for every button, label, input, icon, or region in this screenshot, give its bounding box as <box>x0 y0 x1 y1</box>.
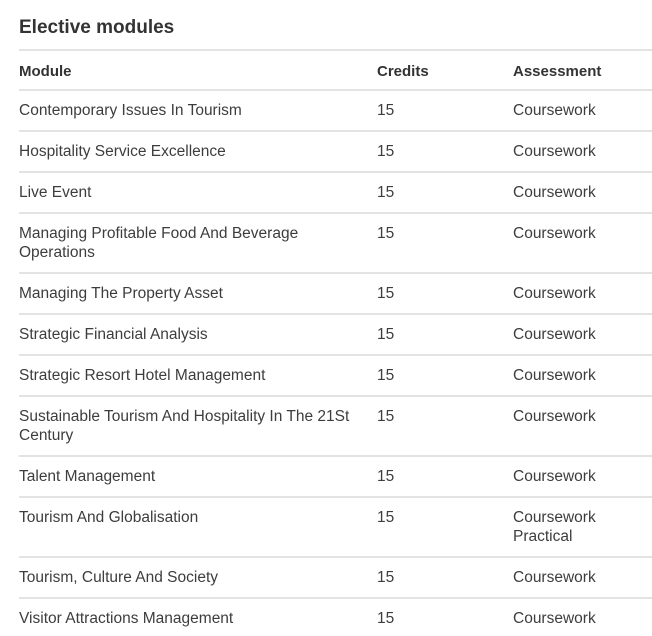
assessment-method: Coursework <box>513 569 596 586</box>
cell-assessment <box>513 497 652 557</box>
cell-module: Contemporary Issues In Tourism <box>19 90 377 131</box>
cell-credits: 15 <box>377 355 513 396</box>
assessment-method: Coursework <box>513 326 596 343</box>
cell-module: Managing The Property Asset <box>19 273 377 314</box>
cell-credits: 15 <box>377 598 513 634</box>
cell-assessment <box>513 456 652 497</box>
assessment-method: Coursework <box>513 610 596 627</box>
assessment-method: Coursework <box>513 143 596 160</box>
assessment-method: Coursework <box>513 184 596 201</box>
cell-module: Talent Management <box>19 456 377 497</box>
cell-module: Visitor Attractions Management <box>19 598 377 634</box>
cell-module: Live Event <box>19 172 377 213</box>
table-row <box>19 273 652 314</box>
assessment-method: Coursework <box>513 102 596 119</box>
cell-assessment <box>513 90 652 131</box>
header-assessment: Assessment <box>513 50 652 90</box>
assessment-method: Coursework <box>513 367 596 384</box>
cell-assessment <box>513 355 652 396</box>
table-row <box>19 557 652 598</box>
cell-credits: 15 <box>377 456 513 497</box>
cell-credits: 15 <box>377 273 513 314</box>
assessment-method: Coursework <box>513 225 596 242</box>
cell-assessment <box>513 273 652 314</box>
cell-assessment <box>513 172 652 213</box>
table-row <box>19 355 652 396</box>
cell-credits: 15 <box>377 497 513 557</box>
cell-assessment <box>513 598 652 634</box>
header-module: Module <box>19 50 377 90</box>
cell-module: Managing Profitable Food And Beverage Operations <box>19 213 377 273</box>
assessment-method: Practical <box>513 528 573 545</box>
cell-assessment <box>513 131 652 172</box>
assessment-method: Coursework <box>513 285 596 302</box>
cell-assessment <box>513 213 652 273</box>
cell-module: Strategic Resort Hotel Management <box>19 355 377 396</box>
cell-module: Hospitality Service Excellence <box>19 131 377 172</box>
table-row <box>19 456 652 497</box>
cell-module: Tourism And Globalisation <box>19 497 377 557</box>
cell-credits: 15 <box>377 213 513 273</box>
table-row <box>19 314 652 355</box>
table-row <box>19 131 652 172</box>
header-credits: Credits <box>377 50 513 90</box>
table-row <box>19 396 652 456</box>
cell-credits: 15 <box>377 90 513 131</box>
table-row <box>19 497 652 557</box>
cell-credits: 15 <box>377 131 513 172</box>
table-body <box>19 90 652 634</box>
table-header-row <box>19 50 652 90</box>
cell-assessment <box>513 314 652 355</box>
cell-module: Tourism, Culture And Society <box>19 557 377 598</box>
assessment-method: Coursework <box>513 509 596 526</box>
table-row <box>19 172 652 213</box>
table-row <box>19 598 652 634</box>
cell-module: Sustainable Tourism And Hospitality In The 21St Century <box>19 396 377 456</box>
assessment-method: Coursework <box>513 468 596 485</box>
table-row <box>19 90 652 131</box>
cell-assessment <box>513 396 652 456</box>
assessment-method: Coursework <box>513 408 596 425</box>
cell-credits: 15 <box>377 557 513 598</box>
table-row <box>19 213 652 273</box>
cell-credits: 15 <box>377 396 513 456</box>
cell-assessment <box>513 557 652 598</box>
cell-module: Strategic Financial Analysis <box>19 314 377 355</box>
cell-credits: 15 <box>377 314 513 355</box>
section-title: Elective modules <box>19 17 175 38</box>
modules-table <box>19 49 652 634</box>
cell-credits: 15 <box>377 172 513 213</box>
